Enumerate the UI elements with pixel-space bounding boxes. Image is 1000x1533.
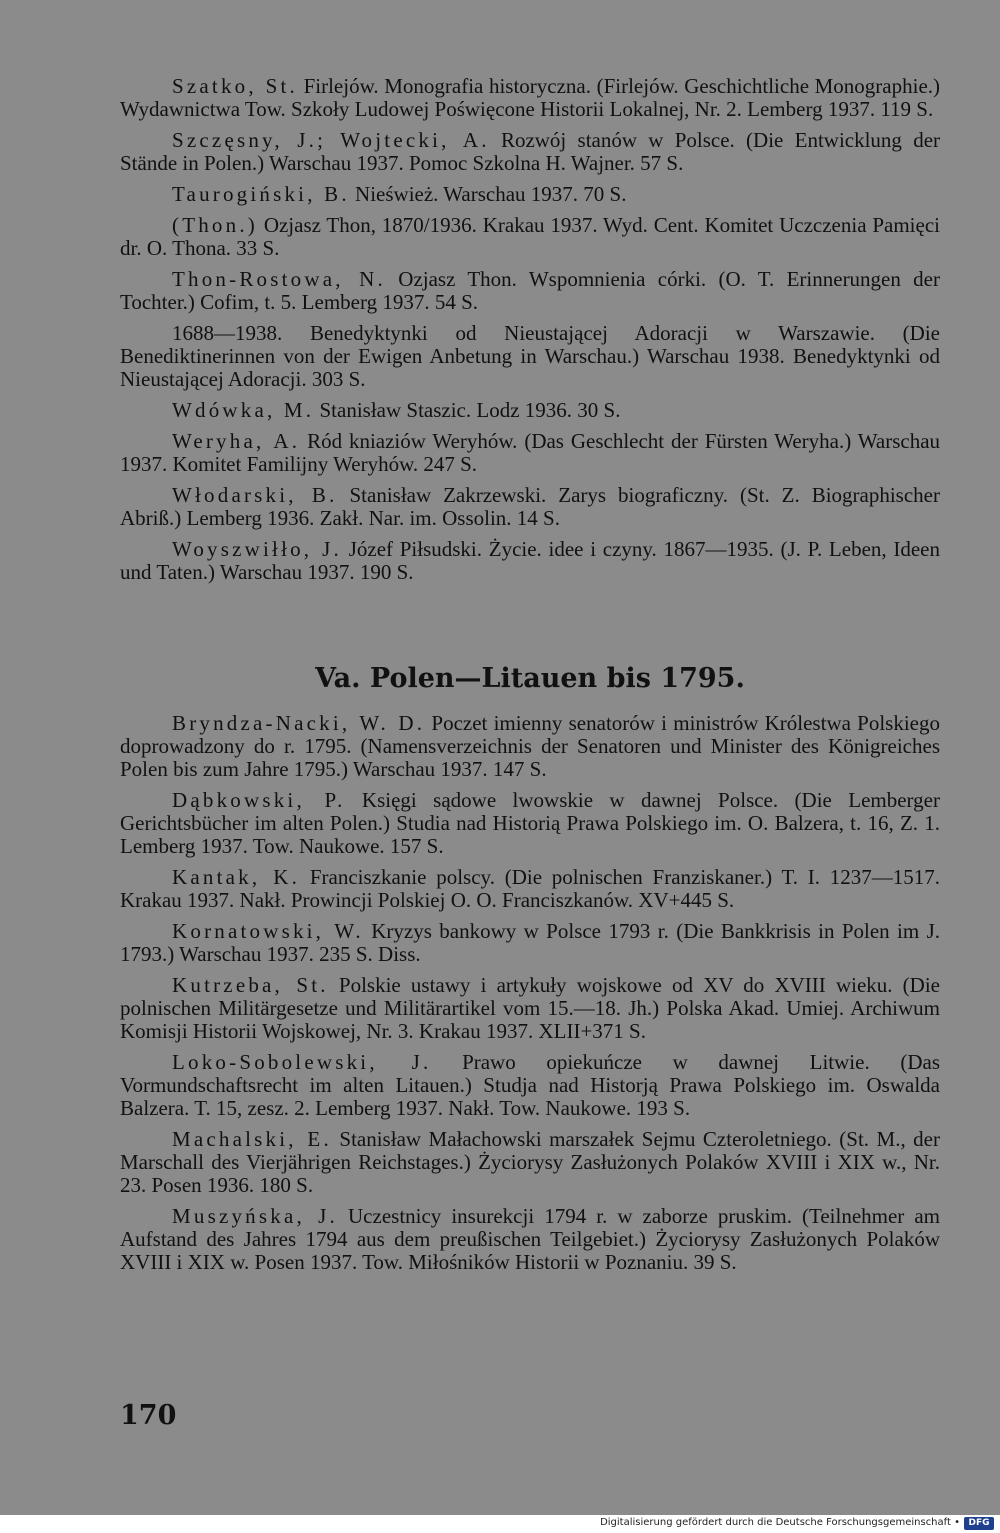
entry-author: Kornatowski, W. <box>172 919 364 943</box>
entry-text: Uczestnicy insurekcji 1794 r. w zaborze pruskim. (Teilnehmer am Aufstand des Jahres 1794 aus dem preußischen Teilgebiet.) Życiorysy Zasłużonych Polaków XVIII i XIX w. Posen 1937. Tow. Miłośników Historii w Poznaniu. 39 S. <box>120 1204 940 1274</box>
bibliography-list-top <box>120 75 940 592</box>
entry-author: Bryndza-Nacki, W. D. <box>172 711 426 735</box>
bibliography-entry <box>120 75 940 121</box>
entry-text: Stanisław Staszic. Lodz 1936. 30 S. <box>319 398 621 422</box>
entry-text: Rozwój stanów w Polsce. (Die Entwicklung der Stände in Polen.) Warschau 1937. Pomoc Szkolna H. Wajner. 57 S. <box>120 128 941 175</box>
bibliography-entry <box>120 866 940 912</box>
entry-text: Prawo opiekuńcze w dawnej Litwie. (Das Vormundschaftsrecht im alten Litauen.) Studja nad Historją Prawa Polskiego im. Oswalda Balzera. T. 15, zesz. 2. Lemberg 1937. Nakł. Tow. Naukowe. 193 S. <box>120 1050 940 1120</box>
bibliography-entry <box>120 322 940 391</box>
entry-text: Józef Piłsudski. Życie. idee i czyny. 1867—1935. (J. P. Leben, Ideen und Taten.) Warschau 1937. 190 S. <box>120 537 940 584</box>
bibliography-entry <box>120 712 940 781</box>
bibliography-entry <box>120 1128 940 1197</box>
bibliography-entry <box>120 920 940 966</box>
entry-author: Szczęsny, J.; Wojtecki, A. <box>172 128 490 152</box>
entry-author: Kantak, K. <box>172 865 301 889</box>
entry-text: Franciszkanie polscy. (Die polnischen Franziskaner.) T. I. 1237—1517. Krakau 1937. Nakł. Prowincji Polskiej O. O. Franciszkanów. XV+445 S. <box>120 865 940 912</box>
bibliography-entry <box>120 789 940 858</box>
entry-author: Taurogiński, B. <box>172 182 350 206</box>
bibliography-entry <box>120 1051 940 1120</box>
entry-text: Ozjasz Thon, 1870/1936. Krakau 1937. Wyd. Cent. Komitet Uczczenia Pamięci dr. O. Thona. 33 S. <box>120 213 940 260</box>
entry-text: Poczet imienny senatorów i ministrów Królestwa Polskiego doprowadzony do r. 1795. (Namensverzeichnis der Senatoren und Minister des Königreiches Polen bis zum Jahre 1795.) Warschau 1937. 147 S. <box>120 711 940 781</box>
entry-author: Machalski, E. <box>172 1127 332 1151</box>
bibliography-entry <box>120 268 940 314</box>
bibliography-entry <box>120 430 940 476</box>
entry-author: Weryha, A. <box>172 429 301 453</box>
entry-author: Włodarski, B. <box>172 483 338 507</box>
entry-author: Wdówka, M. <box>172 398 315 422</box>
entry-author: Woyszwiłło, J. <box>172 537 342 561</box>
footer-credit-text: Digitalisierung gefördert durch die Deutsche Forschungsgemeinschaft • <box>600 1517 960 1528</box>
bibliography-entry <box>120 129 940 175</box>
bibliography-entry <box>120 183 940 206</box>
bibliography-entry <box>120 974 940 1043</box>
entry-author: Dąbkowski, P. <box>172 788 346 812</box>
entry-text: Ród kniaziów Weryhów. (Das Geschlecht der Fürsten Weryha.) Warschau 1937. Komitet Familijny Weryhów. 247 S. <box>120 429 941 476</box>
bibliography-entry <box>120 484 940 530</box>
entry-author: Loko-Sobolewski, J. <box>172 1050 432 1074</box>
dfg-logo-icon: DFG <box>964 1517 994 1530</box>
entry-text: Stanisław Zakrzewski. Zarys biograficzny. (St. Z. Biographischer Abriß.) Lemberg 1936. Zakł. Nar. im. Ossolin. 14 S. <box>120 483 940 530</box>
entry-text: Stanisław Małachowski marszałek Sejmu Czteroletniego. (St. M., der Marschall des Vierjährigen Reichstages.) Życiorysy Zasłużonych Polaków XVIII i XIX w., Nr. 23. Posen 1936. 180 S. <box>120 1127 940 1197</box>
bibliography-entry <box>120 1205 940 1274</box>
bibliography-list-bottom <box>120 712 940 1282</box>
entry-author: (Thon.) <box>172 213 258 237</box>
entry-author: Kutrzeba, St. <box>172 973 329 997</box>
entry-text: Kryzys bankowy w Polsce 1793 r. (Die Bankkrisis in Polen im J. 1793.) Warschau 1937. 235 S. Diss. <box>120 919 940 966</box>
entry-author: Muszyńska, J. <box>172 1204 338 1228</box>
entry-text: Nieśwież. Warschau 1937. 70 S. <box>355 182 627 206</box>
section-heading: Va. Polen—Litauen bis 1795. <box>315 663 745 694</box>
page-number: 170 <box>120 1400 177 1431</box>
bibliography-entry <box>120 538 940 584</box>
bibliography-entry <box>120 399 940 422</box>
entry-text: 1688—1938. Benedyktynki od Nieustającej Adoracji w Warszawie. (Die Benediktinerinnen von der Ewigen Anbetung in Warschau.) Warschau 1938. Benedyktynki od Nieustającej Adoracji. 303 S. <box>120 321 940 391</box>
entry-text: Firlejów. Monografia historyczna. (Firlejów. Geschichtliche Monographie.) Wydawnictwa Tow. Szkoły Ludowej Poświęcone Historii Lokalnej, Nr. 2. Lemberg 1937. 119 S. <box>120 74 941 121</box>
entry-author: Thon-Rostowa, N. <box>172 267 386 291</box>
digitization-footer <box>0 1515 1000 1533</box>
bibliography-entry <box>120 214 940 260</box>
entry-text: Ozjasz Thon. Wspomnienia córki. (O. T. Erinnerungen der Tochter.) Cofim, t. 5. Lemberg 1937. 54 S. <box>120 267 940 314</box>
entry-text: Księgi sądowe lwowskie w dawnej Polsce. (Die Lemberger Gerichtsbücher im alten Polen.) Studia nad Historią Prawa Polskiego im. O. Balzera, t. 16, Z. 1. Lemberg 1937. Tow. Naukowe. 157 S. <box>120 788 940 858</box>
entry-author: Szatko, St. <box>172 74 298 98</box>
entry-text: Polskie ustawy i artykuły wojskowe od XV do XVIII wieku. (Die polnischen Militärgesetze und Militärartikel vom 15.—18. Jh.) Polska Akad. Umiej. Archiwum Komisji Historii Wojskowej, Nr. 3. Krakau 1937. XLII+371 S. <box>120 973 940 1043</box>
